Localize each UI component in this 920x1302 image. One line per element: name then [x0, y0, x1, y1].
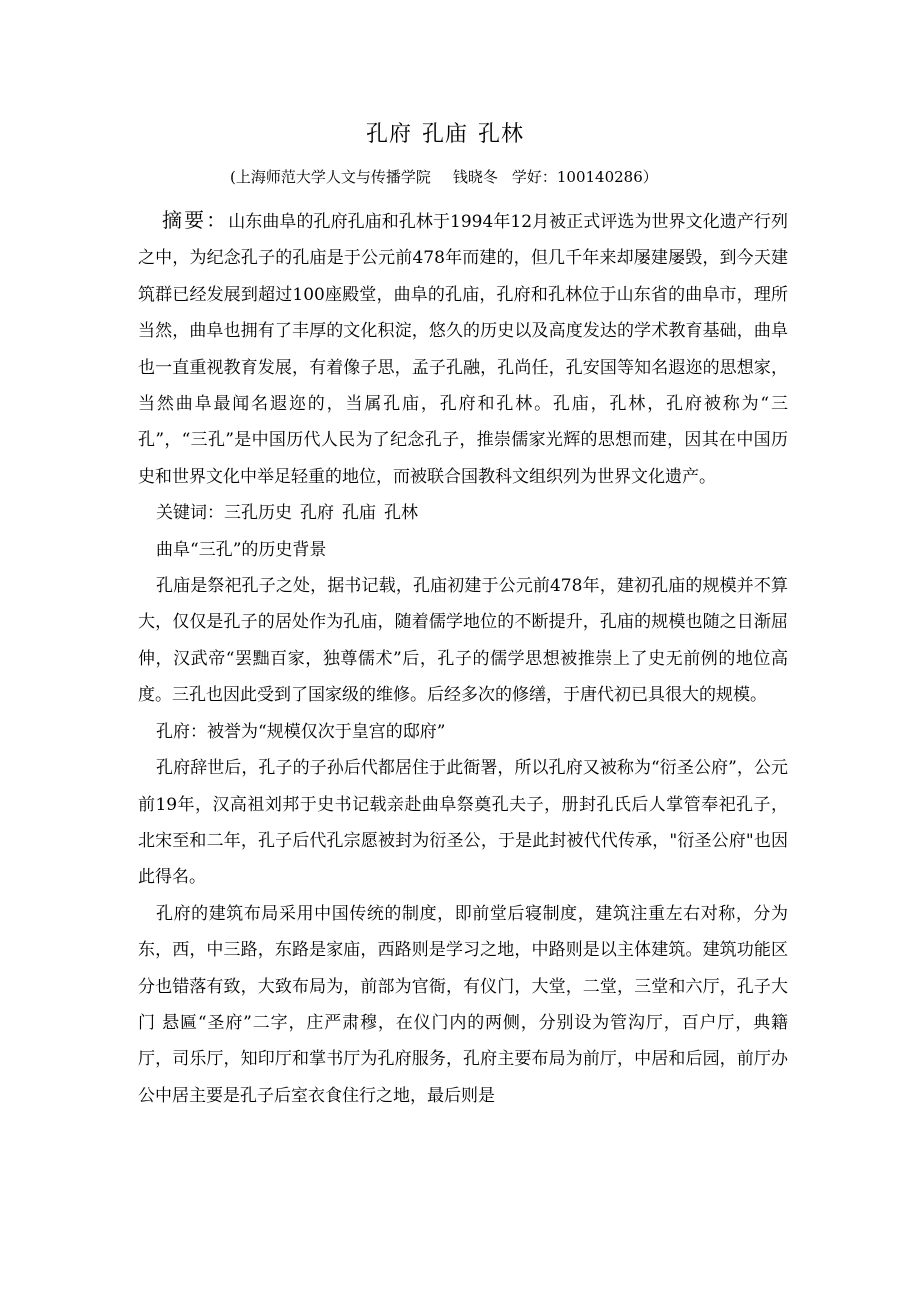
abstract-label: 摘要：	[162, 208, 229, 232]
document-body	[138, 202, 788, 1114]
paragraph-kongfu-history: 孔府辞世后，孔子的子孙后代都居住于此衙署，所以孔府又被称为“衍圣公府”，公元前19年，汉高祖刘邦于史书记载亲赴曲阜祭奠孔夫子，册封孔氏后人掌管奉祀孔子，北宋至和二年，孔子后代孔宗愿被封为衍圣公，于是此封被代代传承，"衍圣公府"也因此得名。	[138, 758, 788, 888]
author-byline	[230, 166, 658, 188]
keywords-label: 关键词：	[156, 503, 224, 524]
section-heading-kongfu: 孔府：被誉为“规模仅次于皇宫的邸府”	[156, 721, 446, 742]
paragraph-background: 孔庙是祭祀孔子之处，据书记载，孔庙初建于公元前478年，建初孔庙的规模并不算大，仅仅是孔子的居处作为孔庙，随着儒学地位的不断提升，孔庙的规模也随之日渐屈伸，汉武帝“罢黜百家，独尊儒术”后，孔子的儒学思想被推崇上了史无前例的地位高度。三孔也因此受到了国家级的维修。后经多次的修缮，于唐代初已具很大的规模。	[138, 576, 788, 706]
title-part-kongmiao: 孔庙	[421, 122, 468, 147]
abstract-text: 山东曲阜的孔府孔庙和孔林于1994年12月被正式评选为世界文化遗产行列之中，为纪念孔子的孔庙是于公元前478年而建的，但几千年来却屡建屡毁，到今天建筑群已经发展到超过100座殿堂，曲阜的孔庙，孔府和孔林位于山东省的曲阜市，理所当然，曲阜也拥有了丰厚的文化积淀，悠久的历史以及高度发达的学术教育基础，曲阜也一直重视教育发展，有着像子思，孟子孔融，孔尚任，孔安国等知名遐迩的思想家，当然曲阜最闻名遐迩的，当属孔庙，孔府和孔林。孔庙，孔林，孔府被称为“三孔”，“三孔”是中国历代人民为了纪念孔子，推崇儒家光辉的思想而建，因其在中国历史和世界文化中举足轻重的地位，而被联合国教科文组织列为世界文化遗产。	[138, 212, 789, 487]
keywords-line	[138, 495, 788, 531]
keyword-1: 三孔历史	[224, 503, 292, 524]
byline-author: 钱晓冬	[452, 168, 498, 186]
section-heading-background: 曲阜“三孔”的历史背景	[156, 539, 327, 560]
keyword-2: 孔府	[300, 503, 334, 524]
title-part-konglin: 孔林	[478, 122, 525, 147]
keyword-3: 孔庙	[342, 503, 376, 524]
paragraph-kongfu-layout: 孔府的建筑布局采用中国传统的制度，即前堂后寝制度，建筑注重左右对称，分为东，西，中三路，东路是家庙，西路则是学习之地，中路则是以主体建筑。建筑功能区分也错落有致，大致布局为，前部为官衙，有仪门，大堂，二堂，三堂和六厅，孔子大门 悬匾“圣府”二字，庄严肃穆，在仪门内的两侧，分别设为管沟厅，百户厅，典籍厅，司乐厅，知印厅和掌书厅为孔府服务，孔府主要布局为前厅，中居和后园，前厅办公中居主要是孔子后室衣食住行之地，最后则是	[138, 903, 788, 1106]
page-title	[0, 118, 890, 152]
title-part-kongfu: 孔府	[365, 122, 412, 147]
byline-affiliation: (上海师范大学人文与传播学院	[230, 168, 431, 186]
byline-student-id: 学好：100140286）	[511, 168, 658, 186]
abstract-paragraph	[138, 202, 788, 495]
keyword-4: 孔林	[384, 503, 418, 524]
